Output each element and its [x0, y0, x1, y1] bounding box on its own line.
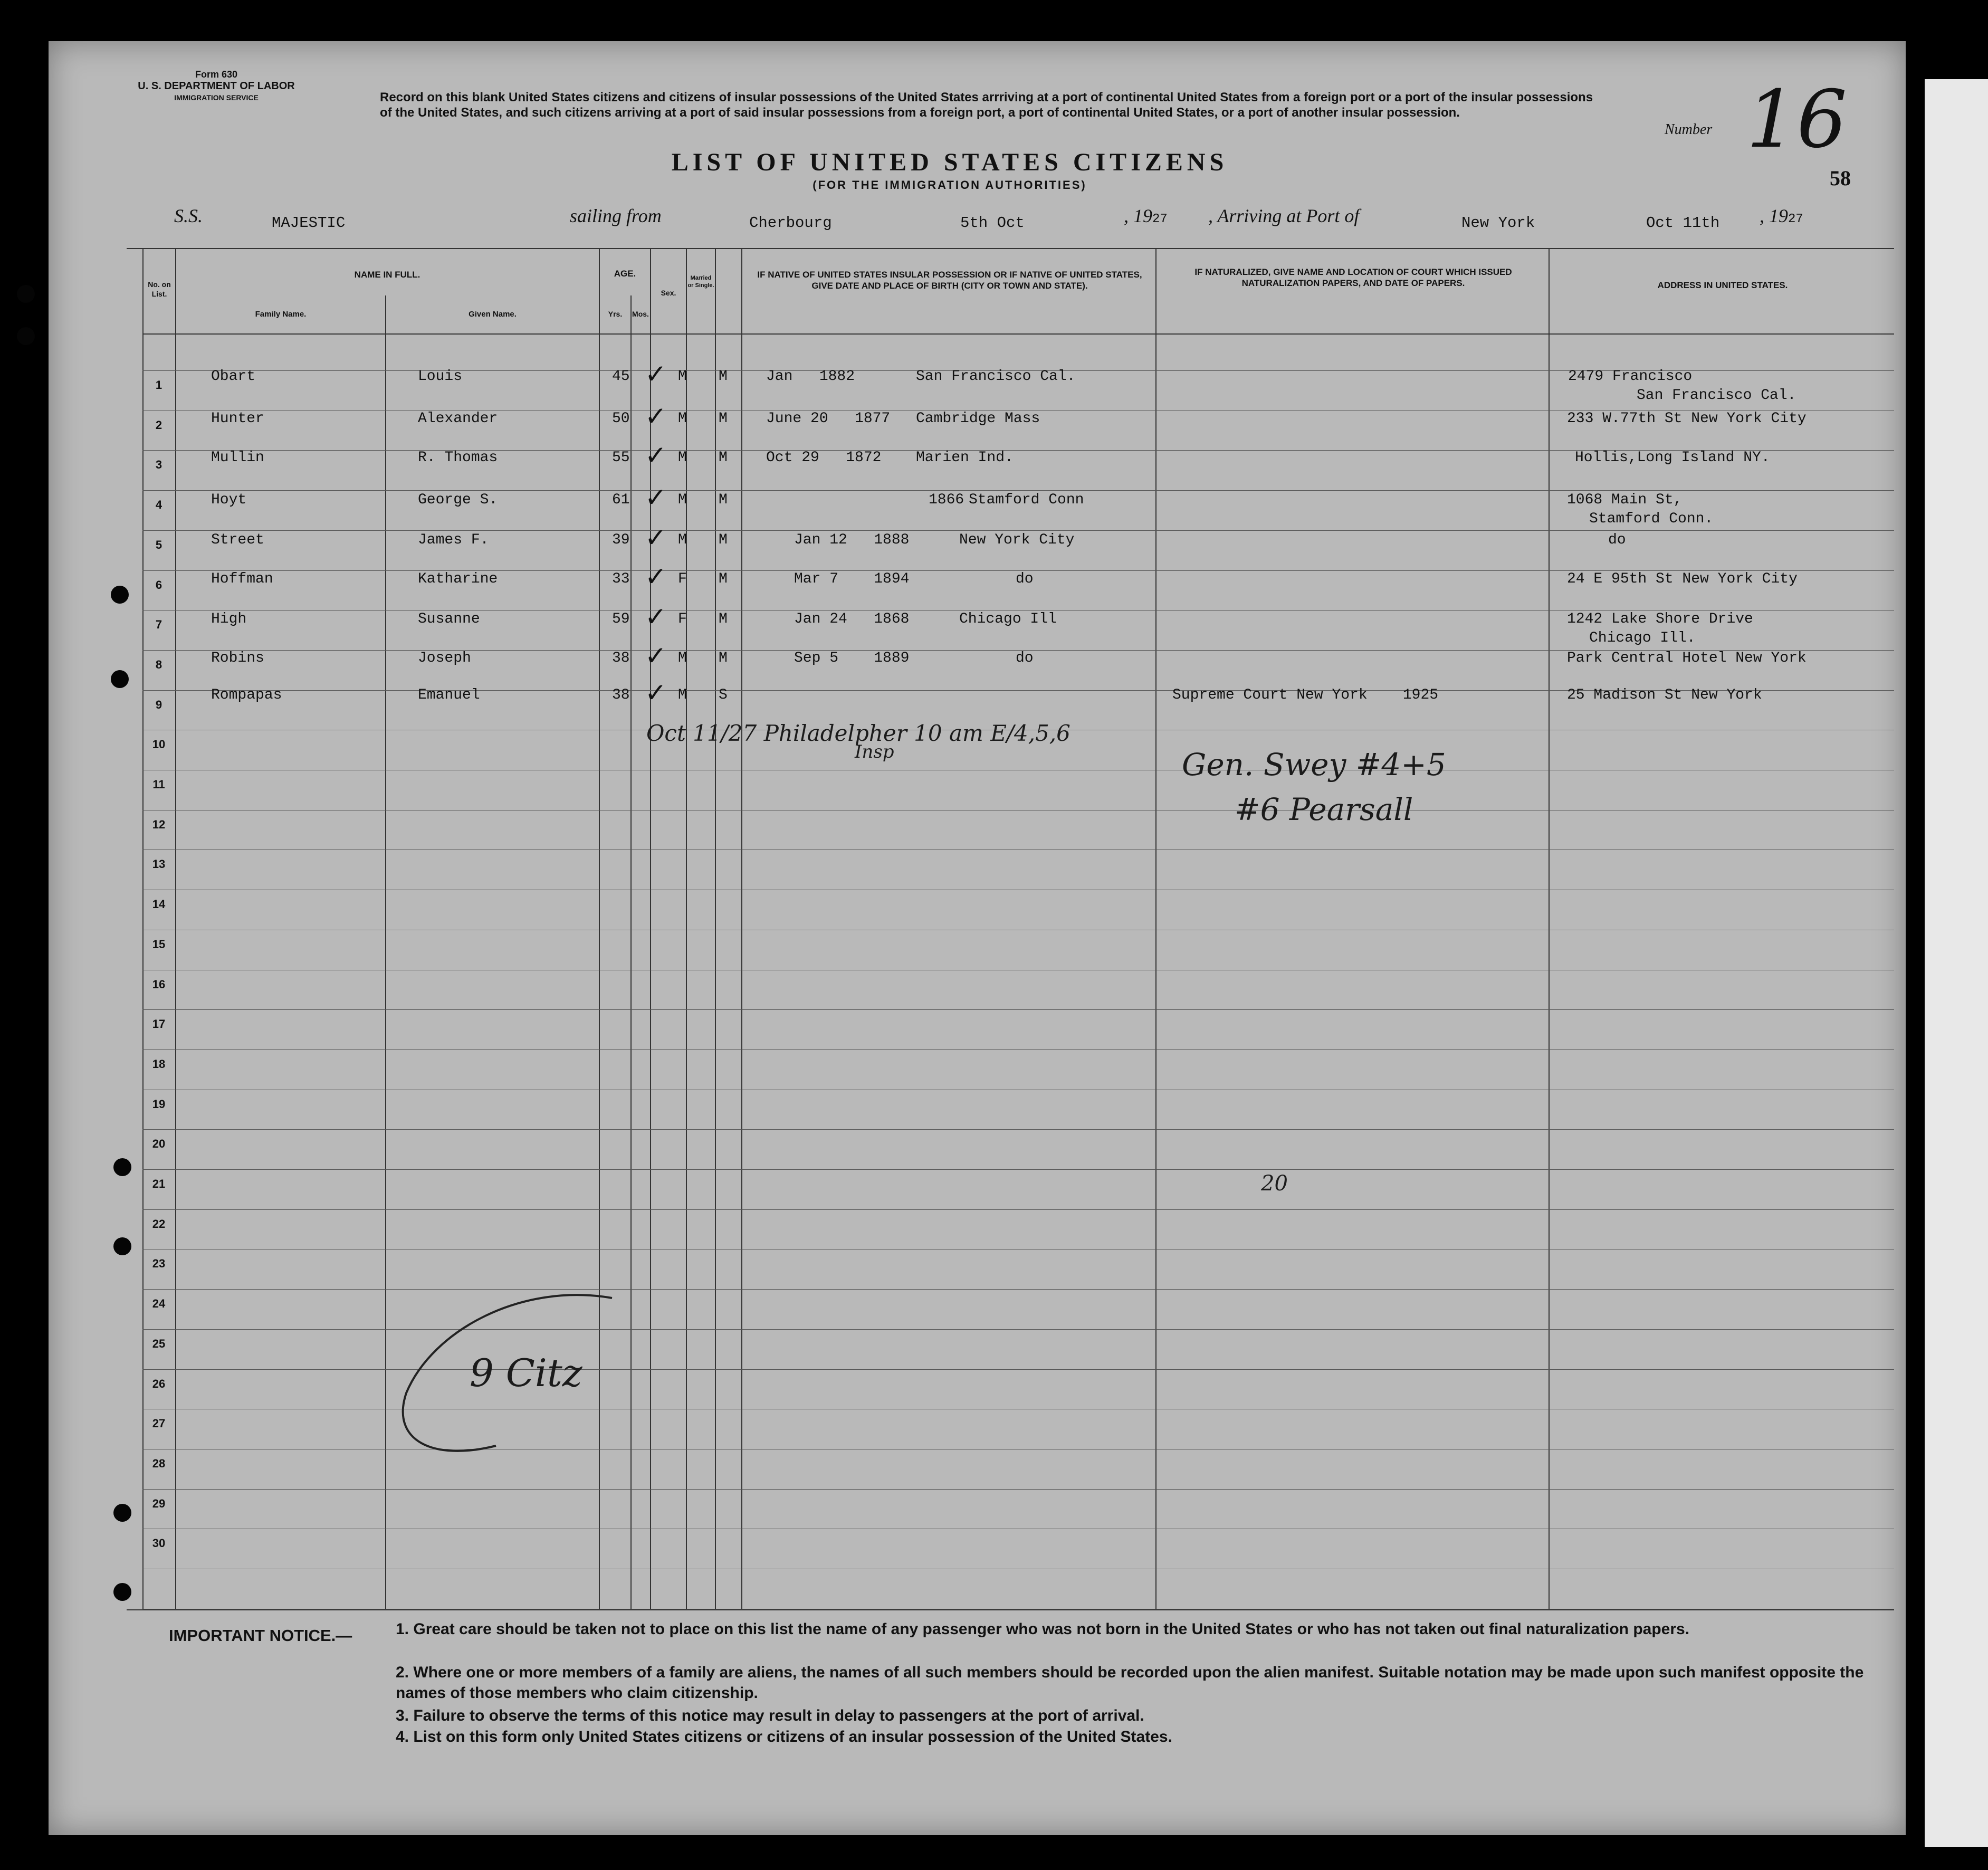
col-header-family: Family Name.: [255, 310, 307, 319]
page-subtitle: (FOR THE IMMIGRATION AUTHORITIES): [813, 178, 1087, 192]
birth-place: do: [1016, 650, 1034, 666]
row-number: 21: [152, 1177, 166, 1190]
checkmark-icon: ✓: [645, 602, 667, 632]
checkmark-icon: ✓: [645, 482, 667, 513]
checkmark-icon: ✓: [645, 522, 667, 553]
given-name: Susanne: [418, 611, 480, 627]
punch-hole: [111, 586, 129, 604]
row-number: 13: [152, 857, 166, 871]
family-name: Mullin: [211, 450, 264, 466]
row-number: 17: [152, 1017, 166, 1031]
sex: M: [678, 450, 687, 466]
number-label: Number: [1665, 121, 1713, 138]
col-divider: [1155, 248, 1157, 1609]
from-year: , 1927: [1124, 205, 1168, 226]
row-number: 24: [152, 1297, 166, 1310]
table-bottom-border: [127, 1609, 1894, 1610]
row-number: 19: [152, 1098, 166, 1111]
sex: F: [678, 611, 687, 627]
checkmark-icon: ✓: [645, 401, 667, 432]
address-line-2: Stamford Conn.: [1589, 511, 1714, 527]
row-number: 11: [152, 778, 165, 791]
row-number: 3: [155, 458, 163, 471]
row-number: 18: [152, 1057, 166, 1071]
from-date: 5th Oct: [960, 214, 1025, 232]
notice-item-4: 4. List on this form only United States citizens or citizens of an insular possession of the United States.: [396, 1728, 1172, 1745]
age-years: 38: [612, 687, 630, 703]
col-divider: [715, 248, 716, 1609]
checkmark-icon: ✓: [645, 678, 667, 708]
marital-status: M: [719, 368, 728, 385]
notice-item-3: 3. Failure to observe the terms of this notice may result in delay to passengers at the port of arrival.: [396, 1707, 1144, 1724]
sex: M: [678, 687, 687, 703]
handwritten-note-1: Gen. Swey #4+5: [1182, 747, 1446, 783]
col-divider: [385, 295, 386, 1609]
sex: M: [678, 368, 687, 385]
row-number: 15: [152, 938, 166, 951]
checkmark-icon: ✓: [645, 440, 667, 471]
row-number: 16: [152, 978, 166, 991]
sex: M: [678, 532, 687, 548]
checkmark-icon: ✓: [645, 641, 667, 671]
birth-date: Jan 12 1888: [794, 532, 910, 548]
birth-place: do: [1016, 571, 1034, 587]
family-name: Street: [211, 532, 264, 548]
ruled-line: [142, 1209, 1894, 1210]
age-years: 33: [612, 571, 630, 587]
notice-item-2: 2. Where one or more members of a family are aliens, the names of all such members should be recorded upon the alien manifest. Suitable notation may be made upon such manifest opposite the names of those members who claim citizenship.: [396, 1664, 1864, 1702]
row-number: 23: [152, 1257, 166, 1270]
family-name: Hoyt: [211, 492, 247, 508]
checkmark-icon: ✓: [645, 561, 667, 592]
to-year: , 1927: [1760, 205, 1803, 226]
address-line-2: Chicago Ill.: [1589, 630, 1696, 646]
marital-status: M: [719, 650, 728, 666]
intro-text: Record on this blank United States citizens and citizens of insular possessions of the United States arrriving at a port of continental United States from a foreign port or a port of the insular possessions of the United States, and such citizens arriving at a port of said insular possessions from a foreign port, a port of continental United States, or a port of another insular possession.: [380, 90, 1593, 120]
notice-item-1: 1. Great care should be taken not to place on this list the name of any passenger who was not born in the United States or who has not taken out final naturalization papers.: [396, 1620, 1690, 1638]
age-years: 55: [612, 450, 630, 466]
birth-date: Sep 5 1889: [794, 650, 910, 666]
birth-place: Stamford Conn: [969, 492, 1084, 508]
punch-hole: [111, 670, 129, 688]
col-divider: [175, 248, 176, 1609]
number-value: 16: [1746, 74, 1847, 166]
table-top-border: [127, 248, 1894, 249]
col-header-age: AGE.: [614, 269, 636, 279]
birth-date: Mar 7 1894: [794, 571, 910, 587]
address: 25 Madison St New York: [1567, 687, 1762, 703]
page-title: LIST OF UNITED STATES CITIZENS: [671, 148, 1228, 176]
age-years: 50: [612, 411, 630, 427]
row-number: 22: [152, 1217, 166, 1230]
col-header-mos: Mos.: [632, 310, 649, 318]
paper-edge: [1925, 79, 1988, 1847]
birth-date: Jan 1882: [766, 368, 855, 385]
age-years: 38: [612, 650, 630, 666]
family-name: Hunter: [211, 411, 264, 427]
ruled-line: [142, 1129, 1894, 1130]
handwritten-mark-20: 20: [1261, 1171, 1288, 1196]
punch-hole: [17, 327, 35, 345]
to-date: Oct 11th: [1646, 214, 1720, 232]
department-name: U. S. DEPARTMENT OF LABOR: [138, 80, 295, 92]
handwritten-note-2: #6 Pearsall: [1235, 791, 1413, 827]
age-years: 61: [612, 492, 630, 508]
family-name: Hoffman: [211, 571, 273, 587]
row-number: 29: [152, 1497, 166, 1510]
age-years: 45: [612, 368, 630, 385]
row-number: 8: [155, 658, 163, 671]
given-name: Louis: [418, 368, 463, 385]
row-number: 9: [155, 698, 163, 711]
punch-hole: [113, 1504, 131, 1522]
ruled-line: [142, 1489, 1894, 1490]
row-number: 26: [152, 1377, 166, 1390]
citizen-count: 9 Citz: [470, 1351, 582, 1395]
given-name: James F.: [418, 532, 489, 548]
row-number: 2: [155, 418, 163, 432]
sex: M: [678, 650, 687, 666]
row-number: 1: [155, 378, 163, 392]
birth-date: Jan 24 1868: [794, 611, 910, 627]
marital-status: M: [719, 450, 728, 466]
row-number: 25: [152, 1337, 166, 1350]
row-number: 28: [152, 1457, 166, 1470]
sex: M: [678, 411, 687, 427]
inspection-note: Oct 11/27 Philadelpher 10 am E/4,5,6: [646, 720, 1071, 746]
given-name: Joseph: [418, 650, 471, 666]
punch-hole: [17, 285, 35, 303]
checkmark-icon: ✓: [645, 359, 667, 389]
birth-date: Oct 29 1872: [766, 450, 882, 466]
given-name: George S.: [418, 492, 498, 508]
address: do: [1608, 532, 1626, 548]
col-header-yrs: Yrs.: [608, 310, 623, 318]
row-number: 6: [155, 578, 163, 591]
col-header-address: ADDRESS IN UNITED STATES.: [1657, 280, 1788, 290]
family-name: High: [211, 611, 247, 627]
header-bottom-border: [142, 333, 1894, 335]
arriving-label: , Arriving at Port of: [1208, 205, 1360, 226]
naturalization-court: Supreme Court New York 1925: [1172, 687, 1439, 703]
address: 2479 Francisco: [1568, 368, 1693, 385]
punch-hole: [113, 1237, 131, 1255]
marital-status: M: [719, 411, 728, 427]
given-name: Emanuel: [418, 687, 480, 703]
marital-status: M: [719, 611, 728, 627]
form-number: Form 630: [195, 69, 238, 80]
address: Hollis,Long Island NY.: [1575, 450, 1770, 466]
family-name: Robins: [211, 650, 264, 666]
age-years: 59: [612, 611, 630, 627]
ship-name: MAJESTIC: [272, 214, 346, 232]
form-identifier: [84, 69, 348, 103]
birth-place: Cambridge Mass: [916, 411, 1040, 427]
punch-hole: [113, 1583, 131, 1601]
birth-place: Marien Ind.: [916, 450, 1014, 466]
col-header-naturalized: IF NATURALIZED, GIVE NAME AND LOCATION OF COURT WHICH ISSUED NATURALIZATION PAPERS, AND DATE OF PAPERS.: [1194, 267, 1512, 288]
marital-status: M: [719, 492, 728, 508]
row-number: 10: [152, 738, 166, 751]
address: 24 E 95th St New York City: [1567, 571, 1798, 587]
col-header-birth: IF NATIVE OF UNITED STATES INSULAR POSSESSION OR IF NATIVE OF UNITED STATES, GIVE DATE AND PLACE OF BIRTH (CITY OR TOWN AND STATE).: [757, 270, 1142, 291]
birth-place: Chicago Ill: [959, 611, 1057, 627]
to-port: New York: [1461, 214, 1535, 232]
row-number: 5: [155, 538, 163, 551]
ruled-line: [142, 1009, 1894, 1010]
col-divider: [142, 248, 144, 1609]
notice-label: IMPORTANT NOTICE.—: [169, 1626, 352, 1645]
ruled-line: [142, 1169, 1894, 1170]
birth-place: New York City: [959, 532, 1075, 548]
family-name: Obart: [211, 368, 256, 385]
birth-date: 1866: [929, 492, 964, 508]
marital-status: M: [719, 571, 728, 587]
col-header-sex: Sex.: [661, 289, 676, 297]
col-divider: [741, 248, 742, 1609]
address: Park Central Hotel New York: [1567, 650, 1807, 666]
col-divider: [1549, 248, 1550, 1609]
row-number: 12: [152, 818, 166, 831]
inspection-note-sub: Insp: [855, 741, 894, 762]
row-number: 27: [152, 1417, 166, 1430]
given-name: Alexander: [418, 411, 498, 427]
col-header-given: Given Name.: [469, 310, 517, 319]
row-number: 30: [152, 1537, 166, 1550]
row-number: 14: [152, 898, 166, 911]
marital-status: S: [719, 687, 728, 703]
address: 1242 Lake Shore Drive: [1567, 611, 1753, 627]
address: 1068 Main St,: [1567, 492, 1683, 508]
birth-place: San Francisco Cal.: [916, 368, 1076, 385]
sex: F: [678, 571, 687, 587]
row-number: 7: [155, 618, 163, 631]
birth-date: June 20 1877: [766, 411, 891, 427]
ruled-line: [142, 530, 1894, 531]
marital-status: M: [719, 532, 728, 548]
sailing-label: sailing from: [570, 205, 662, 226]
address: 233 W.77th St New York City: [1567, 411, 1807, 427]
given-name: Katharine: [418, 571, 498, 587]
row-number: 20: [152, 1137, 166, 1150]
service-name: IMMIGRATION SERVICE: [174, 93, 259, 102]
family-name: Rompapas: [211, 687, 282, 703]
ruled-line: [142, 490, 1894, 491]
given-name: R. Thomas: [418, 450, 498, 466]
address-line-2: San Francisco Cal.: [1637, 387, 1796, 404]
sex: M: [678, 492, 687, 508]
punch-hole: [113, 1158, 131, 1176]
age-years: 39: [612, 532, 630, 548]
row-number: 4: [155, 498, 163, 511]
from-port: Cherbourg: [749, 214, 832, 232]
col-header-name: NAME IN FULL.: [354, 270, 420, 280]
ss-label: S.S.: [174, 205, 203, 226]
col-header-no: No. on List.: [148, 280, 171, 298]
page-number: 58: [1830, 166, 1851, 190]
col-header-married: Married or Single.: [687, 275, 714, 289]
